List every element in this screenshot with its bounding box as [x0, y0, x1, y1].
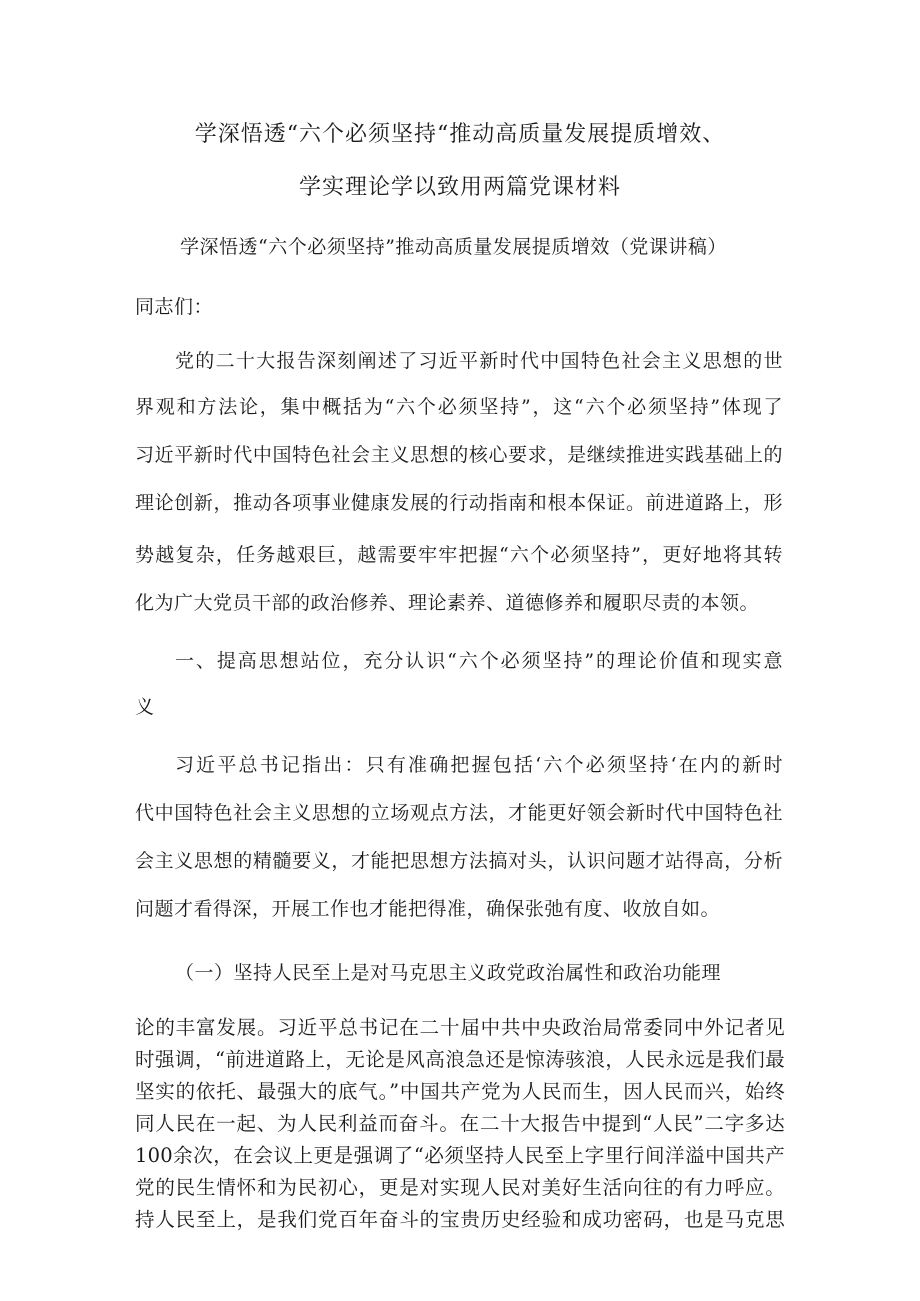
- paragraph-3-line: 坚实的依托、最强大的底气。”中国共产党为人民而生，因人民而兴，始终: [135, 1080, 785, 1103]
- paragraph-3-line: 论的丰富发展。习近平总书记在二十届中共中央政治局常委同中外记者见: [135, 1016, 785, 1039]
- document-title-line-2: 学实理论学以致用两篇党课材料: [298, 175, 621, 200]
- salutation: 同志们：: [135, 296, 214, 318]
- section-heading-1: 一、提高思想站位，充分认识“六个必须坚持”的理论价值和现实意: [175, 650, 783, 672]
- document-title-line-1: 学深悟透“六个必须坚持“推动高质量发展提质增效、: [194, 122, 726, 147]
- subsection-heading-1: （一）坚持人民至上是对马克思主义政党政治属性和政治功能理: [175, 962, 722, 984]
- paragraph-2-line: 习近平总书记指出：只有准确把握包括‘六个必须坚持‘在内的新时: [175, 754, 783, 776]
- document-subtitle: 学深悟透“六个必须坚持”推动高质量发展提质增效（党课讲稿）: [180, 236, 727, 258]
- paragraph-2-line: 代中国特色社会主义思想的立场观点方法，才能更好领会新时代中国特色社: [135, 802, 783, 824]
- paragraph-1-line: 界观和方法论，集中概括为“六个必须坚持”，这“六个必须坚持”体现了: [135, 396, 783, 418]
- paragraph-2-line: 会主义思想的精髓要义，才能把思想方法搞对头，认识问题才站得高，分析: [135, 850, 783, 872]
- paragraph-3-line: 时强调，“前进道路上，无论是风高浪急还是惊涛骇浪，人民永远是我们最: [135, 1048, 785, 1071]
- paragraph-3-line: 100余次，在会议上更是强调了“必须坚持人民至上字里行间洋溢中国共产: [135, 1144, 785, 1167]
- paragraph-3-line: 同人民在一起、为人民利益而奋斗。在二十大报告中提到“人民”二字多达: [135, 1112, 785, 1135]
- paragraph-1-line: 化为广大党员干部的政治修养、理论素养、道德修养和履职尽责的本领。: [135, 592, 760, 614]
- paragraph-3-line: 党的民生情怀和为民初心，更是对实现人民对美好生活向往的有力呼应。: [135, 1176, 785, 1199]
- paragraph-3-line: 持人民至上，是我们党百年奋斗的宝贵历史经验和成功密码，也是马克思: [135, 1208, 785, 1231]
- paragraph-1-line: 习近平新时代中国特色社会主义思想的核心要求，是继续推进实践基础上的: [135, 444, 783, 466]
- paragraph-1-line: 党的二十大报告深刻阐述了习近平新时代中国特色社会主义思想的世: [175, 350, 783, 372]
- paragraph-2-line: 问题才看得深，开展工作也才能把得准，确保张弛有度、收放自如。: [135, 898, 721, 920]
- paragraph-1-line: 势越复杂，任务越艰巨，越需要牢牢把握“六个必须坚持”，更好地将其转: [135, 544, 783, 566]
- paragraph-1-line: 理论创新，推动各项事业健康发展的行动指南和根本保证。前进道路上，形: [135, 492, 783, 514]
- section-heading-1-cont: 义: [135, 696, 155, 718]
